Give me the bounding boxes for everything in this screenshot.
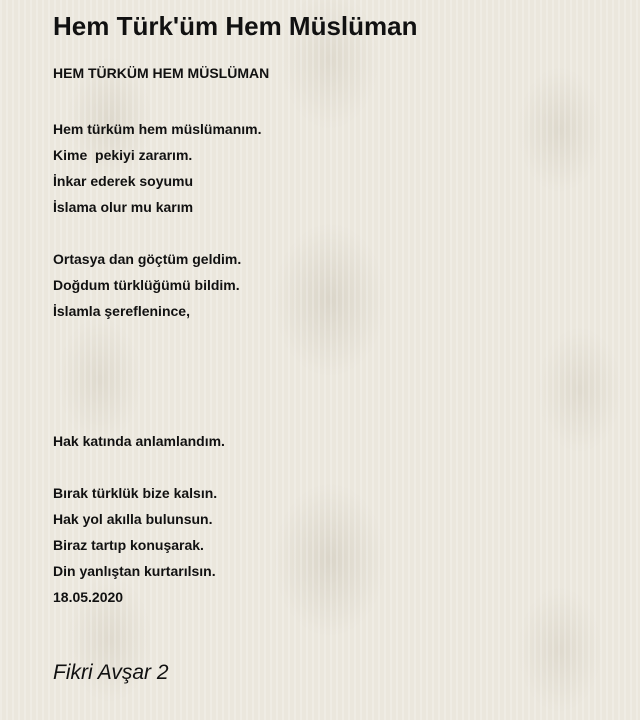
poem-line: Bırak türklük bize kalsın. [53,485,218,501]
poem-line: Hak katında anlamlandım. [53,433,225,449]
poem-line: Doğdum türklüğümü bildim. [53,277,240,293]
poem-page [53,10,620,720]
poem-line: Din yanlıştan kurtarılsın. [53,563,216,579]
poem-line: Hem türküm hem müslümanım. [53,121,262,137]
poem-line: Hak yol akılla bulunsun. [53,511,213,527]
poem-line: Kime pekiyi zararım. [53,147,193,163]
poem-line: Ortasya dan göçtüm geldim. [53,251,242,267]
poem-stanza-4 [53,480,620,610]
poem-stanza-3 [53,428,620,454]
poem-body [53,116,620,610]
poem-stanza-2 [53,246,620,324]
stanza-gap [53,454,620,480]
poem-stanza-1 [53,116,620,220]
stanza-gap-large [53,324,620,428]
poem-date: 18.05.2020 [53,589,124,605]
stanza-gap [53,220,620,246]
poem-author: Fikri Avşar 2 [53,661,169,684]
poem-line: İnkar ederek soyumu [53,173,194,189]
poem-line: İslama olur mu karım [53,199,194,215]
poem-line: Biraz tartıp konuşarak. [53,537,204,553]
poem-line: İslamla şereflenince, [53,303,190,319]
poem-title: Hem Türk'üm Hem Müslüman [53,11,418,41]
poem-subtitle: HEM TÜRKÜM HEM MÜSLÜMAN [53,65,270,81]
